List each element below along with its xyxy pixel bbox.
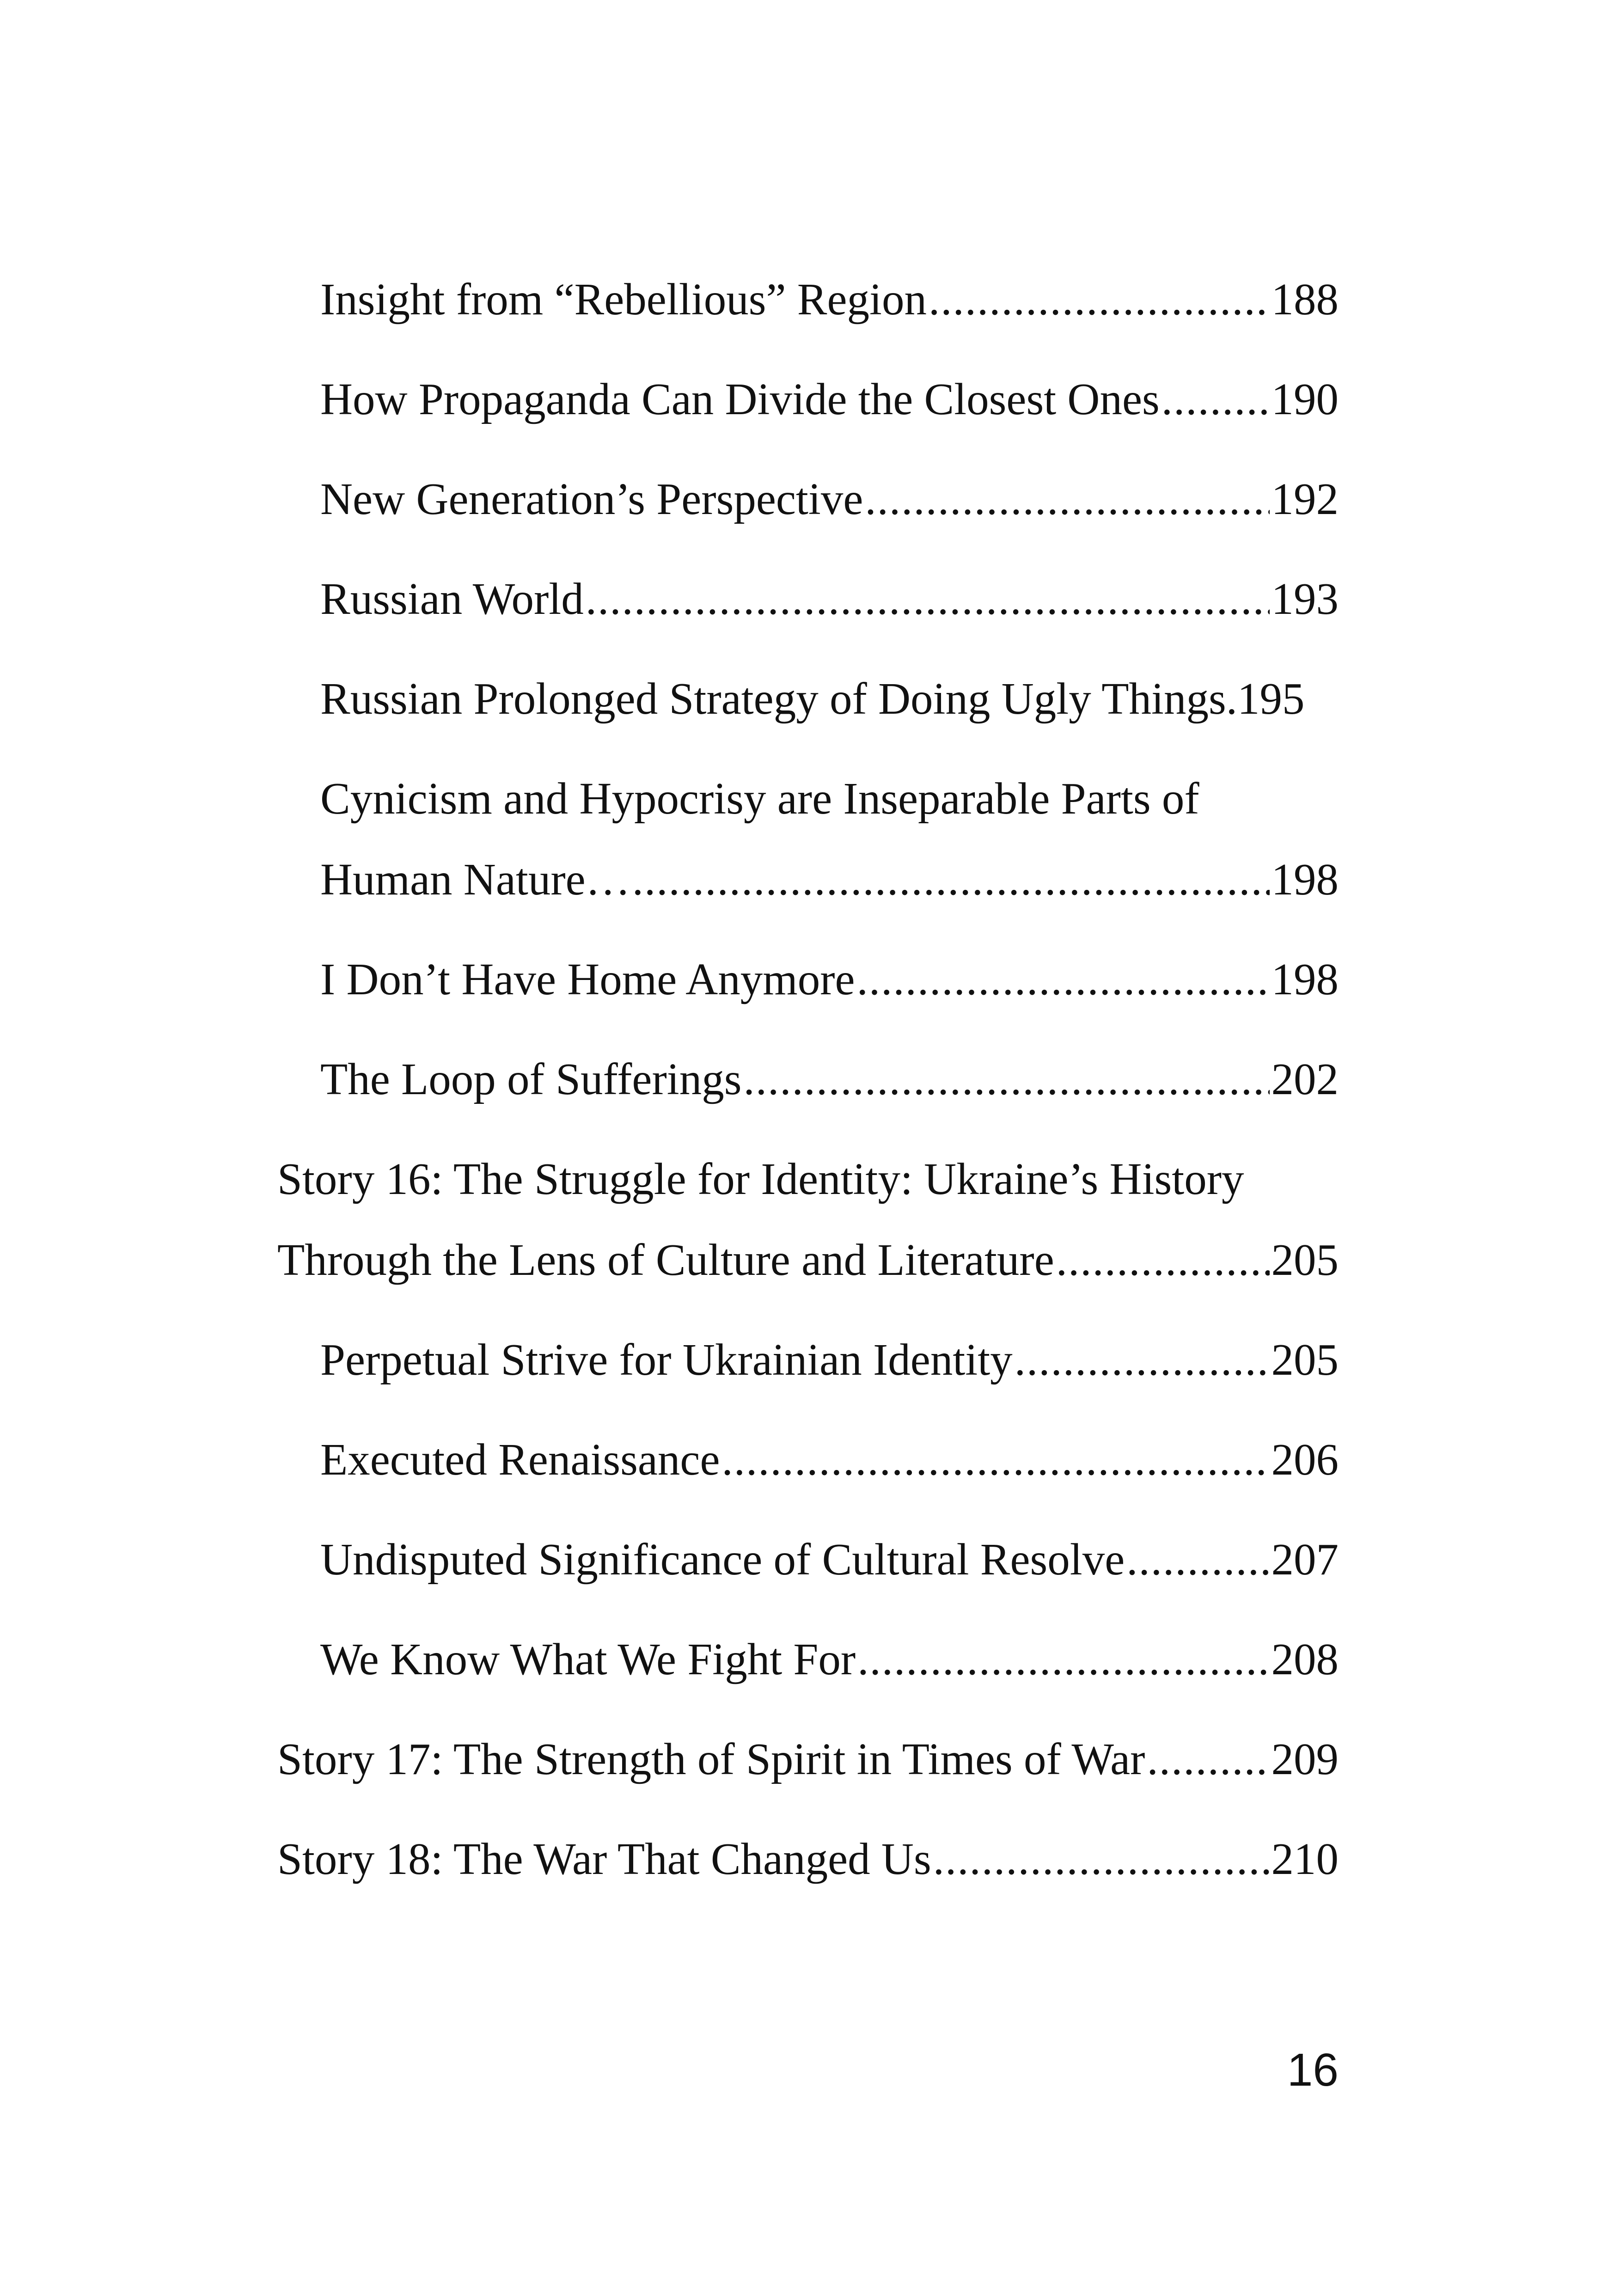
- toc-entry-title-line1: Story 16: The Struggle for Identity: Ukraine’s History: [277, 1154, 1244, 1204]
- toc-entry[interactable]: [277, 1319, 1339, 1400]
- toc-entry-title: Executed Renaissance: [320, 1435, 720, 1484]
- dot-leader: [632, 839, 1270, 920]
- toc-entry-page: 195: [1237, 674, 1305, 723]
- toc-entry-title: Insight from “Rebellious” Region: [320, 275, 927, 324]
- toc-entry-page: 209: [1271, 1734, 1339, 1784]
- toc-entry[interactable]: [277, 459, 1339, 539]
- toc-entry-page: 205: [1271, 1235, 1339, 1285]
- dot-leader: [1162, 359, 1270, 440]
- page-number: 16: [1287, 2044, 1339, 2096]
- dot-leader: [857, 1619, 1269, 1700]
- dot-leader: [1126, 1519, 1269, 1600]
- dot-leader: [743, 1039, 1269, 1120]
- toc-entry-title: We Know What We Fight For: [320, 1635, 856, 1684]
- toc-entry-page: 206: [1271, 1435, 1339, 1484]
- toc-entry-title: How Propaganda Can Divide the Closest Ones: [320, 374, 1160, 424]
- dot-leader: [1015, 1319, 1270, 1400]
- toc-chapter-entry[interactable]: [277, 1719, 1339, 1800]
- toc-entry[interactable]: [277, 758, 1339, 920]
- toc-entry[interactable]: [277, 1039, 1339, 1120]
- dot-leader: [857, 939, 1270, 1020]
- toc-entry-title: Undisputed Significance of Cultural Resolve: [320, 1535, 1125, 1584]
- toc-entry[interactable]: [277, 658, 1339, 739]
- toc-entry-title: New Generation’s Perspective: [320, 474, 863, 524]
- toc-entry-title: I Don’t Have Home Anymore: [320, 955, 855, 1004]
- dot-leader: [933, 1818, 1270, 1899]
- table-of-contents: [277, 259, 1339, 1918]
- toc-entry-page: 202: [1271, 1054, 1339, 1104]
- dot-leader: [929, 259, 1270, 340]
- toc-entry-title: Story 17: The Strength of Spirit in Times of War: [277, 1734, 1145, 1784]
- dot-leader: [865, 459, 1269, 539]
- toc-entry[interactable]: [277, 259, 1339, 340]
- toc-entry[interactable]: [277, 1519, 1339, 1600]
- toc-entry-title: Russian Prolonged Strategy of Doing Ugly Things.: [320, 674, 1237, 723]
- toc-entry-title: Russian World: [320, 574, 584, 624]
- toc-entry-page: 198: [1271, 955, 1339, 1004]
- toc-entry-page: 210: [1271, 1834, 1339, 1884]
- dot-leader: [722, 1419, 1270, 1500]
- toc-entry[interactable]: [277, 1619, 1339, 1700]
- dot-leader: [1056, 1219, 1270, 1300]
- toc-entry-page: 198: [1271, 855, 1339, 904]
- toc-entry-page: 192: [1271, 474, 1339, 524]
- toc-chapter-entry[interactable]: [277, 1818, 1339, 1899]
- toc-entry-title: Perpetual Strive for Ukrainian Identity: [320, 1335, 1013, 1384]
- toc-entry-title: The Loop of Sufferings: [320, 1054, 742, 1104]
- toc-entry-title-line2: Through the Lens of Culture and Literature: [277, 1235, 1054, 1285]
- dot-leader: [1147, 1719, 1269, 1800]
- toc-entry-page: 208: [1271, 1635, 1339, 1684]
- toc-entry[interactable]: [277, 1419, 1339, 1500]
- toc-entry-page: 188: [1271, 275, 1339, 324]
- toc-entry-title-line2: Human Nature…: [320, 855, 630, 904]
- toc-entry[interactable]: [277, 359, 1339, 440]
- toc-entry-page: 207: [1271, 1535, 1339, 1584]
- toc-entry[interactable]: [277, 939, 1339, 1020]
- toc-entry-title: Story 18: The War That Changed Us: [277, 1834, 931, 1884]
- toc-entry-title-line1: Cynicism and Hypocrisy are Inseparable Parts of: [320, 774, 1199, 823]
- toc-entry-page: 190: [1271, 374, 1339, 424]
- toc-entry-page: 193: [1271, 574, 1339, 624]
- toc-entry[interactable]: [277, 558, 1339, 639]
- toc-entry-page: 205: [1271, 1335, 1339, 1384]
- toc-chapter-entry[interactable]: [277, 1139, 1339, 1300]
- dot-leader: [586, 558, 1270, 639]
